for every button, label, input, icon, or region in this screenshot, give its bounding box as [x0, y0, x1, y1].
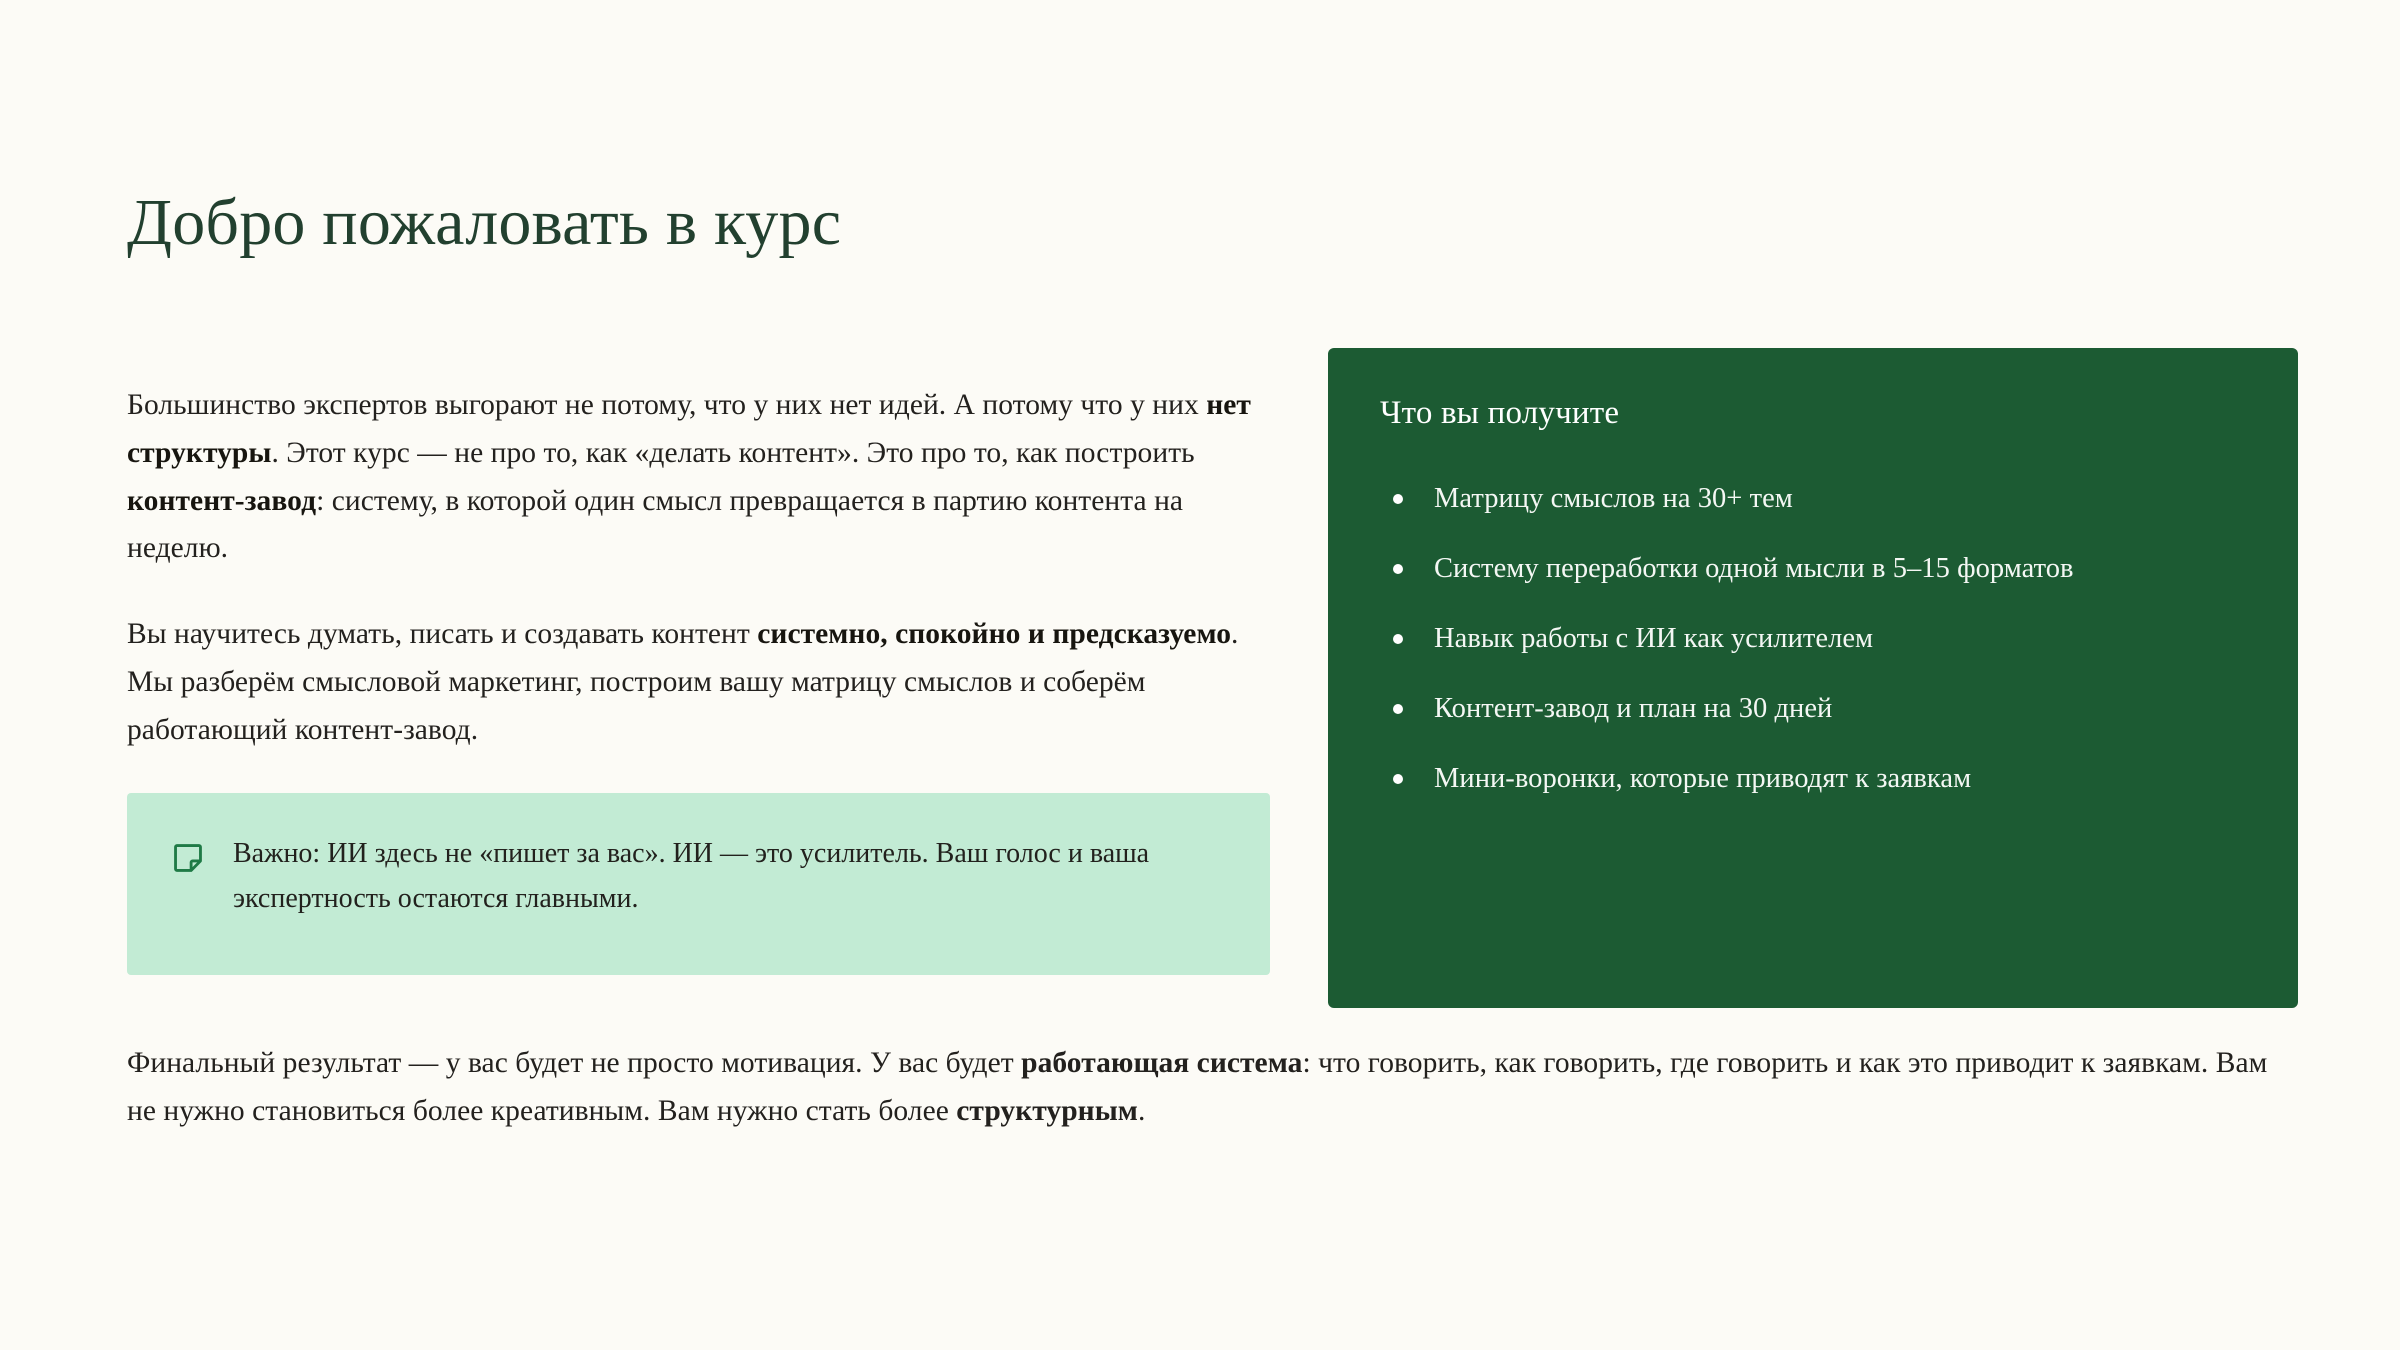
conclusion-segment-2: : что говорить, как говорить, где говорить и как это приводит к заявкам. Вам не нужно становиться более креативным. Вам нужно стать более	[127, 1047, 2268, 1127]
list-item: Систему переработки одной мысли в 5–15 форматов	[1380, 550, 2246, 587]
important-callout	[127, 793, 1270, 975]
list-item: Контент-завод и план на 30 дней	[1380, 690, 2246, 727]
paragraph-2-segment-1: Вы научитесь думать, писать и создавать контент	[127, 618, 758, 651]
list-item: Матрицу смыслов на 30+ тем	[1380, 480, 2246, 517]
conclusion-paragraph	[127, 1040, 2292, 1136]
conclusion-segment-3: .	[1137, 1094, 1146, 1127]
conclusion-bold-2: структурным	[956, 1094, 1138, 1127]
paragraph-2-segment-2: . Мы разберём смысловой маркетинг, построим вашу матрицу смыслов и соберём работающий контент-завод.	[127, 618, 1239, 746]
benefits-list	[1380, 480, 2246, 797]
benefits-card-title: Что вы получите	[1380, 395, 1620, 431]
benefits-card	[1328, 348, 2298, 1008]
conclusion-bold-1: работающая система	[1021, 1047, 1303, 1079]
paragraph-1-bold-1: нет структуры	[127, 389, 1251, 469]
sticky-note-icon	[171, 841, 205, 875]
paragraph-1-bold-2: контент-завод	[127, 484, 317, 517]
paragraph-2-bold-1: системно, спокойно и предсказуемо	[757, 618, 1232, 651]
list-item: Мини-воронки, которые приводят к заявкам	[1380, 760, 2246, 797]
page-title: Добро пожаловать в курс	[127, 186, 842, 259]
intro-text-column	[127, 382, 1275, 754]
paragraph-1-segment-2: . Этот курс — не про то, как «делать контент». Это про то, как построить	[271, 436, 1195, 469]
intro-paragraph-1	[127, 382, 1275, 573]
paragraph-1-segment-1: Большинство экспертов выгорают не потому, что у них нет идей. А потому что у них	[127, 389, 1207, 421]
conclusion-segment-1: Финальный результат — у вас будет не просто мотивация. У вас будет	[127, 1047, 1022, 1079]
list-item: Навык работы с ИИ как усилителем	[1380, 620, 2246, 657]
callout-text: Важно: ИИ здесь не «пишет за вас». ИИ — это усилитель. Ваш голос и ваша экспертность остаются главными.	[233, 838, 1150, 915]
paragraph-1-segment-3: : систему, в которой один смысл превращается в партию контента на неделю.	[127, 484, 1184, 565]
intro-paragraph-2	[127, 611, 1275, 754]
